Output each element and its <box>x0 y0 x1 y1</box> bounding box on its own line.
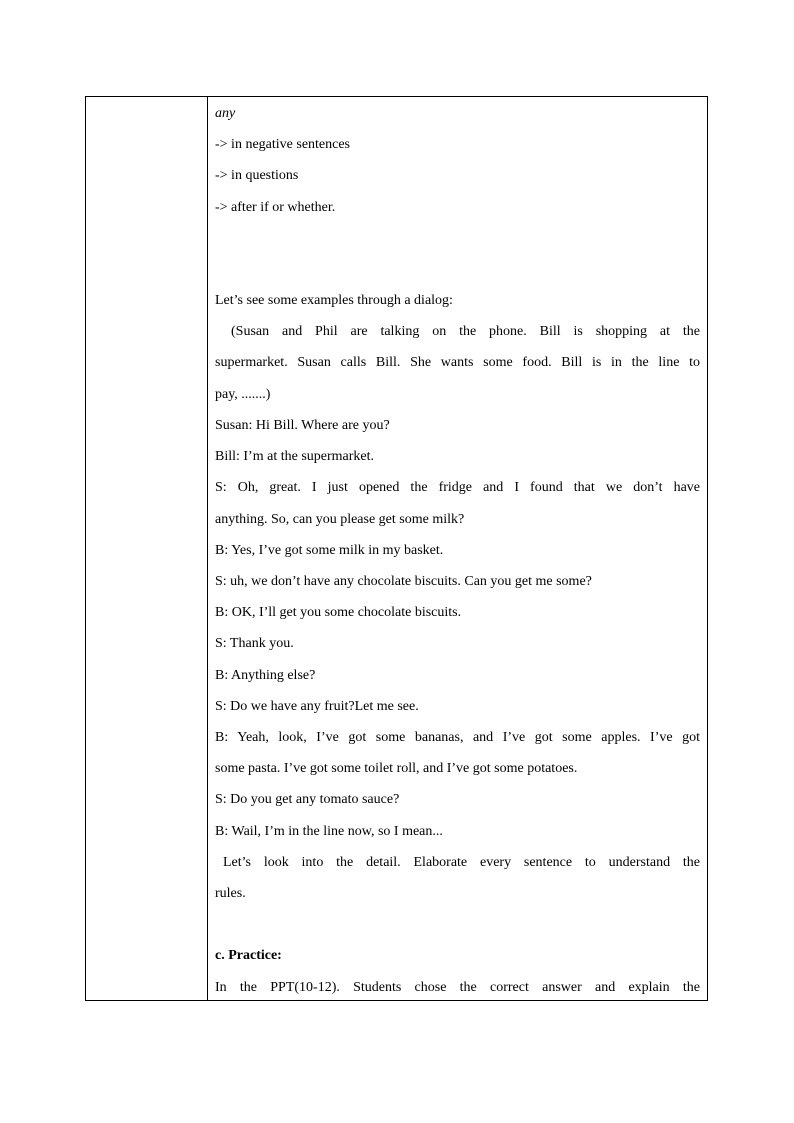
dialog-line: S: Do we have any fruit?Let me see. <box>215 699 419 714</box>
dialog-line: S: Oh, great. I just opened the fridge and I found that we don’t have <box>215 480 700 495</box>
rule-line: -> in negative sentences <box>215 137 351 152</box>
scenario-line: (Susan and Phil are talking on the phone. Bill is shopping at the <box>231 324 700 339</box>
rule-line: -> in questions <box>215 168 299 183</box>
dialog-line: anything. So, can you please get some milk? <box>215 512 465 527</box>
right-column-cell <box>208 97 707 1000</box>
dialog-line: S: Thank you. <box>215 636 294 651</box>
dialog-line: Bill: I’m at the supermarket. <box>215 449 375 464</box>
dialog-line: some pasta. I’ve got some toilet roll, and I’ve got some potatoes. <box>215 761 578 776</box>
detail-line: rules. <box>215 886 246 901</box>
left-column-cell <box>86 97 208 1000</box>
scenario-line: pay, .......) <box>215 387 271 402</box>
dialog-line: B: Yeah, look, I’ve got some bananas, and I’ve got some apples. I’ve got <box>215 730 700 745</box>
dialog-intro: Let’s see some examples through a dialog: <box>215 293 453 308</box>
dialog-line: B: Anything else? <box>215 668 316 683</box>
scenario-line: supermarket. Susan calls Bill. She wants some food. Bill is in the line to <box>215 355 700 370</box>
dialog-line: S: Do you get any tomato sauce? <box>215 792 400 807</box>
lesson-table <box>85 96 708 1001</box>
dialog-line: Susan: Hi Bill. Where are you? <box>215 418 390 433</box>
dialog-line: S: uh, we don’t have any chocolate biscuits. Can you get me some? <box>215 574 592 589</box>
dialog-line: B: Wail, I’m in the line now, so I mean... <box>215 824 443 839</box>
dialog-line: B: Yes, I’ve got some milk in my basket. <box>215 543 444 558</box>
rule-line: -> after if or whether. <box>215 200 336 215</box>
detail-line: Let’s look into the detail. Elaborate every sentence to understand the <box>223 855 700 870</box>
practice-heading: c. Practice: <box>215 948 282 963</box>
practice-line: In the PPT(10-12). Students chose the correct answer and explain the <box>215 980 700 995</box>
dialog-line: B: OK, I’ll get you some chocolate biscuits. <box>215 605 462 620</box>
term-any: any <box>215 106 236 121</box>
